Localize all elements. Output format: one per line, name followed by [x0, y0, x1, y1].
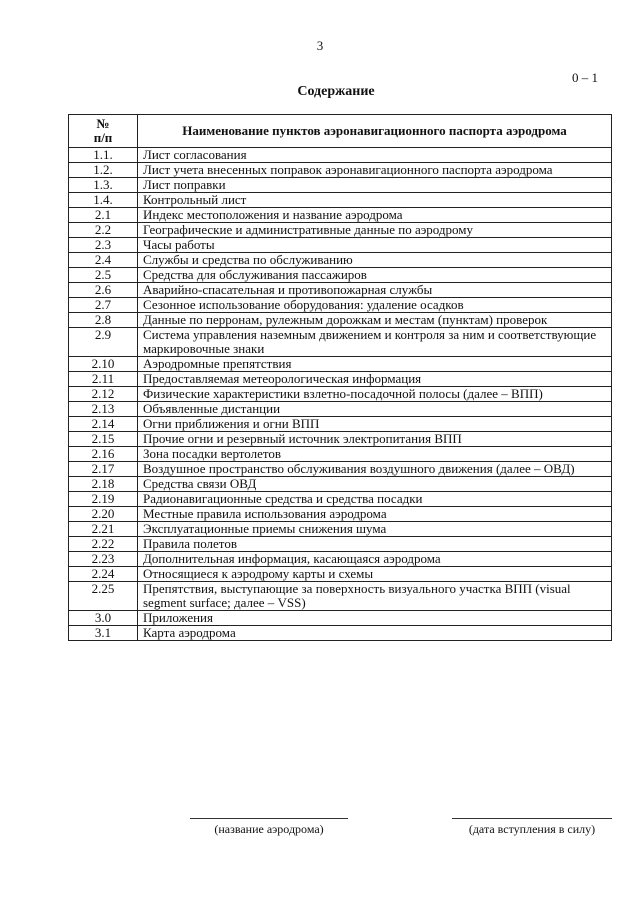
row-name: Данные по перронам, рулежным дорожкам и местам (пунктам) проверок [138, 313, 612, 328]
row-number: 2.8 [69, 313, 138, 328]
table-row [69, 417, 612, 432]
table-row [69, 178, 612, 193]
table-row [69, 268, 612, 283]
row-number: 2.22 [69, 537, 138, 552]
row-number: 2.21 [69, 522, 138, 537]
contents-table [68, 114, 612, 641]
row-number: 2.25 [69, 582, 138, 611]
row-number: 3.1 [69, 626, 138, 641]
row-number: 2.15 [69, 432, 138, 447]
footer-right-label: (дата вступления в силу) [468, 822, 596, 836]
row-name: Относящиеся к аэродрому карты и схемы [138, 567, 612, 582]
document-title: Содержание [297, 84, 375, 99]
table-row [69, 193, 612, 208]
row-name: Зона посадки вертолетов [138, 447, 612, 462]
row-name: Препятствия, выступающие за поверхность визуального участка ВПП (visual segment surface; далее – VSS) [138, 582, 612, 611]
row-name: Приложения [138, 611, 612, 626]
row-name: Эксплуатационные приемы снижения шума [138, 522, 612, 537]
table-row [69, 402, 612, 417]
row-number: 2.18 [69, 477, 138, 492]
row-number: 1.2. [69, 163, 138, 178]
footer-right-line [452, 818, 612, 819]
table-row [69, 522, 612, 537]
row-number: 2.12 [69, 387, 138, 402]
row-name: Предоставляемая метеорологическая информация [138, 372, 612, 387]
table-row [69, 298, 612, 313]
footer-left-line [190, 818, 348, 819]
table-row [69, 492, 612, 507]
row-name: Дополнительная информация, касающаяся аэродрома [138, 552, 612, 567]
row-number: 2.2 [69, 223, 138, 238]
table-row [69, 582, 612, 611]
table-row [69, 626, 612, 641]
table-row [69, 552, 612, 567]
row-number: 2.19 [69, 492, 138, 507]
table-row [69, 372, 612, 387]
row-name: Система управления наземным движением и контроля за ним и соответствующие маркировочные знаки [138, 328, 612, 357]
row-number: 2.24 [69, 567, 138, 582]
row-name: Аэродромные препятствия [138, 357, 612, 372]
table-body [69, 148, 612, 641]
row-name: Местные правила использования аэродрома [138, 507, 612, 522]
row-number: 2.1 [69, 208, 138, 223]
row-name: Физические характеристики взлетно-посадочной полосы (далее – ВПП) [138, 387, 612, 402]
table-row [69, 477, 612, 492]
table-row [69, 238, 612, 253]
row-number: 1.4. [69, 193, 138, 208]
revision-label: 0 – 1 [572, 70, 598, 85]
row-name: Огни приближения и огни ВПП [138, 417, 612, 432]
table-row [69, 447, 612, 462]
table-row [69, 283, 612, 298]
table-row [69, 163, 612, 178]
row-name: Карта аэродрома [138, 626, 612, 641]
table-row [69, 537, 612, 552]
row-name: Контрольный лист [138, 193, 612, 208]
row-name: Службы и средства по обслуживанию [138, 253, 612, 268]
row-number: 2.13 [69, 402, 138, 417]
row-name: Лист согласования [138, 148, 612, 163]
table-row [69, 507, 612, 522]
header-name: Наименование пунктов аэронавигационного паспорта аэродрома [138, 115, 612, 148]
table-row [69, 567, 612, 582]
row-number: 2.4 [69, 253, 138, 268]
row-name: Лист учета внесенных поправок аэронавигационного паспорта аэродрома [138, 163, 612, 178]
footer-left-label: (название аэродрома) [214, 822, 324, 836]
row-number: 2.11 [69, 372, 138, 387]
row-number: 2.3 [69, 238, 138, 253]
row-number: 2.23 [69, 552, 138, 567]
row-number: 2.6 [69, 283, 138, 298]
table-row [69, 208, 612, 223]
row-name: Правила полетов [138, 537, 612, 552]
table-row [69, 328, 612, 357]
row-name: Лист поправки [138, 178, 612, 193]
row-name: Радионавигационные средства и средства посадки [138, 492, 612, 507]
row-number: 2.20 [69, 507, 138, 522]
row-name: Объявленные дистанции [138, 402, 612, 417]
table-row [69, 462, 612, 477]
table-header-row [69, 115, 612, 148]
row-name: Индекс местоположения и название аэродрома [138, 208, 612, 223]
row-name: Часы работы [138, 238, 612, 253]
row-name: Средства связи ОВД [138, 477, 612, 492]
row-name: Прочие огни и резервный источник электропитания ВПП [138, 432, 612, 447]
row-number: 1.3. [69, 178, 138, 193]
table-row [69, 253, 612, 268]
row-number: 2.5 [69, 268, 138, 283]
table-row [69, 148, 612, 163]
header-number: № п/п [69, 115, 138, 148]
row-number: 2.7 [69, 298, 138, 313]
row-number: 2.16 [69, 447, 138, 462]
row-number: 2.17 [69, 462, 138, 477]
table-row [69, 313, 612, 328]
row-number: 2.10 [69, 357, 138, 372]
row-name: Средства для обслуживания пассажиров [138, 268, 612, 283]
row-number: 3.0 [69, 611, 138, 626]
table-row [69, 611, 612, 626]
row-name: Воздушное пространство обслуживания воздушного движения (далее – ОВД) [138, 462, 612, 477]
row-name: Сезонное использование оборудования: удаление осадков [138, 298, 612, 313]
row-number: 1.1. [69, 148, 138, 163]
row-name: Географические и административные данные по аэродрому [138, 223, 612, 238]
page-number: 3 [316, 38, 324, 53]
table-row [69, 223, 612, 238]
row-name: Аварийно-спасательная и противопожарная службы [138, 283, 612, 298]
row-number: 2.14 [69, 417, 138, 432]
table-row [69, 432, 612, 447]
table-row [69, 387, 612, 402]
table-row [69, 357, 612, 372]
row-number: 2.9 [69, 328, 138, 357]
